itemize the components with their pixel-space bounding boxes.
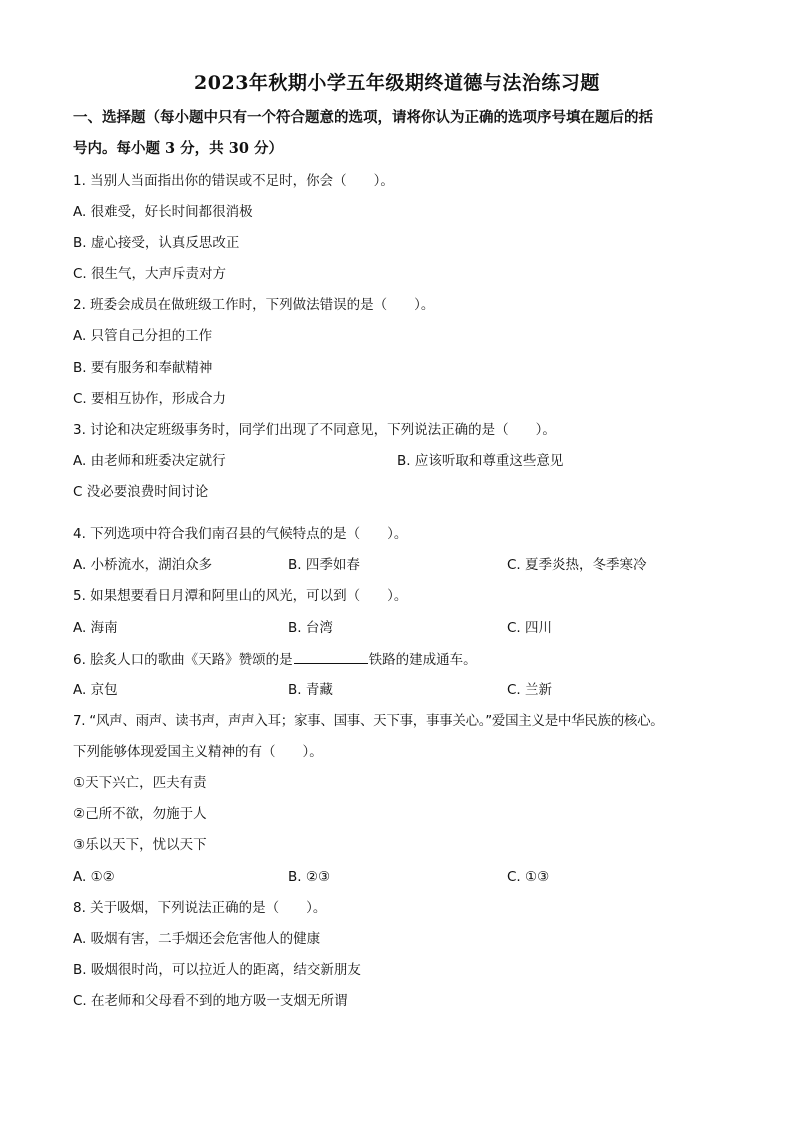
question-1-option-b: B. 虚心接受，认真反思改正 <box>73 235 240 251</box>
question-3-option-a: A. 由老师和班委决定就行 <box>73 453 226 469</box>
question-7-stem-line2: 下列能够体现爱国主义精神的有（ ）。 <box>73 744 323 760</box>
question-8-stem: 8. 关于吸烟，下列说法正确的是（ ）。 <box>73 900 327 916</box>
question-5-option-c: C. 四川 <box>507 620 553 636</box>
question-2-stem: 2. 班委会成员在做班级工作时，下列做法错误的是（ ）。 <box>73 297 435 313</box>
question-3-option-b: B. 应该听取和尊重这些意见 <box>397 453 564 469</box>
question-3-option-c: C 没必要浪费时间讨论 <box>73 484 209 500</box>
question-1-option-a: A. 很难受，好长时间都很消极 <box>73 204 253 220</box>
page-title: 2023年秋期小学五年级期终道德与法治练习题 <box>194 72 600 94</box>
question-5-option-a: A. 海南 <box>73 620 118 636</box>
question-6-stem-part1: 6. 脍炙人口的歌曲《天路》赞颂的是 <box>73 652 293 668</box>
question-6-option-c: C. 兰新 <box>507 682 553 698</box>
question-2-option-a: A. 只管自己分担的工作 <box>73 328 213 344</box>
question-4-option-b: B. 四季如春 <box>288 557 360 573</box>
question-5-option-b: B. 台湾 <box>288 620 333 636</box>
answer-blank <box>294 649 368 664</box>
question-5-stem: 5. 如果想要看日月潭和阿里山的风光，可以到（ ）。 <box>73 588 408 604</box>
question-8-option-b: B. 吸烟很时尚，可以拉近人的距离，结交新朋友 <box>73 962 361 978</box>
question-7-option-a: A. ①② <box>73 869 115 885</box>
question-7-item-2: ②己所不欲，勿施于人 <box>73 806 207 822</box>
question-6-option-a: A. 京包 <box>73 682 118 698</box>
question-7-item-3: ③乐以天下，忧以天下 <box>73 837 207 853</box>
question-4-option-a: A. 小桥流水，湖泊众多 <box>73 557 213 573</box>
question-1-stem: 1. 当别人当面指出你的错误或不足时，你会（ ）。 <box>73 173 394 189</box>
question-6-stem-part2: 铁路的建成通车。 <box>368 652 477 668</box>
question-7-option-b: B. ②③ <box>288 869 331 885</box>
section-heading-line1: 一、选择题（每小题中只有一个符合题意的选项，请将你认为正确的选项序号填在题后的括 <box>73 109 653 126</box>
question-4-option-c: C. 夏季炎热，冬季寒冷 <box>507 557 647 573</box>
question-7-option-c: C. ①③ <box>507 869 550 885</box>
question-6-option-b: B. 青藏 <box>288 682 333 698</box>
question-7-stem: 7. “风声、雨声、读书声，声声入耳；家事、国事、天下事，事事关心。”爱国主义是中华民族的核心。 <box>73 713 664 729</box>
question-1-option-c: C. 很生气，大声斥责对方 <box>73 266 227 282</box>
question-4-stem: 4. 下列选项中符合我们南召县的气候特点的是（ ）。 <box>73 526 408 542</box>
section-heading-line2: 号内。每小题 3 分，共 30 分） <box>73 140 283 157</box>
question-6-stem <box>73 649 477 670</box>
question-8-option-a: A. 吸烟有害，二手烟还会危害他人的健康 <box>73 931 321 947</box>
question-7-item-1: ①天下兴亡，匹夫有责 <box>73 775 207 791</box>
question-8-option-c: C. 在老师和父母看不到的地方吸一支烟无所谓 <box>73 993 348 1009</box>
question-2-option-b: B. 要有服务和奉献精神 <box>73 360 213 376</box>
question-2-option-c: C. 要相互协作，形成合力 <box>73 391 227 407</box>
question-3-stem: 3. 讨论和决定班级事务时，同学们出现了不同意见，下列说法正确的是（ ）。 <box>73 422 556 438</box>
